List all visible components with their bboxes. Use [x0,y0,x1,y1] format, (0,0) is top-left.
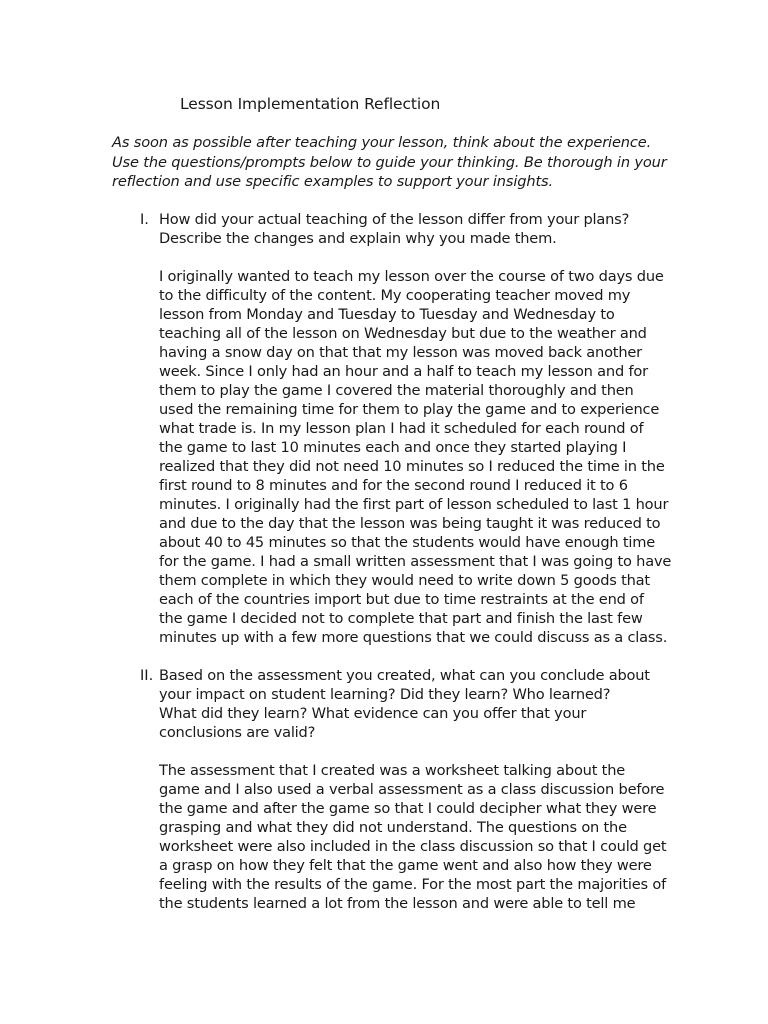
response-line: a grasp on how they felt that the game went and also how they were [159,857,652,874]
section-body [159,210,699,647]
response-line: what trade is. In my lesson plan I had it scheduled for each round of [159,420,644,437]
paragraph-gap [159,742,699,761]
intro-line: reflection and use specific examples to support your insights. [112,173,553,190]
intro-line: Use the questions/prompts below to guide your thinking. Be thorough in your [112,153,667,171]
response-line: teaching all of the lesson on Wednesday but due to the weather and [159,325,647,342]
response-line: first round to 8 minutes and for the second round I reduced it to 6 [159,477,628,494]
response-line: week. Since I only had an hour and a half to teach my lesson and for [159,363,648,380]
section-numeral: II. [140,667,154,684]
response-line: them complete in which they would need to write down 5 goods that [159,572,650,589]
response-line: realized that they did not need 10 minutes so I reduced the time in the [159,458,665,475]
response-line: used the remaining time for them to play the game and to experience [159,401,660,418]
response-line: I originally wanted to teach my lesson over the course of two days due [159,268,664,285]
response-line: worksheet were also included in the class discussion so that I could get [159,838,667,855]
document-title: Lesson Implementation Reflection [180,95,441,113]
intro-line: As soon as possible after teaching your lesson, think about the experience. [112,134,652,151]
prompt-line: How did your actual teaching of the lesson differ from your plans? [159,211,630,228]
prompt-line: Based on the assessment you created, what can you conclude about [159,667,650,684]
response-line: the students learned a lot from the lesson and were able to tell me [159,895,636,912]
response-line: feeling with the results of the game. For the most part the majorities of [159,876,667,893]
response-line: the game I decided not to complete that part and finish the last few [159,610,643,627]
response-line: for the game. I had a small written assessment that I was going to have [159,553,672,570]
prompt-line: your impact on student learning? Did they learn? Who learned? [159,686,611,703]
prompt-line: conclusions are valid? [159,724,316,741]
response-line: to the difficulty of the content. My cooperating teacher moved my [159,287,631,304]
response-line: having a snow day on that that my lesson was moved back another [159,344,642,361]
response-line: grasping and what they did not understand. The questions on the [159,819,627,836]
response-line: them to play the game I covered the material thoroughly and then [159,382,634,399]
prompt-line: Describe the changes and explain why you made them. [159,230,557,247]
response-line: the game and after the game so that I could decipher what they were [159,800,657,817]
response-line: each of the countries import but due to time restraints at the end of [159,591,644,608]
prompt-line: What did they learn? What evidence can you offer that your [159,705,587,722]
response-line: minutes up with a few more questions that we could discuss as a class. [159,629,668,646]
section-body [159,666,699,913]
paragraph-gap [159,248,699,267]
response-line: the game to last 10 minutes each and once they started playing I [159,439,627,456]
section-numeral: I. [140,211,149,228]
response-line: game and I also used a verbal assessment as a class discussion before [159,781,665,798]
response-line: The assessment that I created was a worksheet talking about the [159,762,626,779]
response-line: about 40 to 45 minutes so that the students would have enough time [159,534,656,551]
intro-instructions [112,133,702,192]
response-line: minutes. I originally had the first part of lesson scheduled to last 1 hour [159,496,669,513]
response-line: and due to the day that the lesson was being taught it was reduced to [159,515,661,532]
response-line: lesson from Monday and Tuesday to Tuesday and Wednesday to [159,306,615,323]
